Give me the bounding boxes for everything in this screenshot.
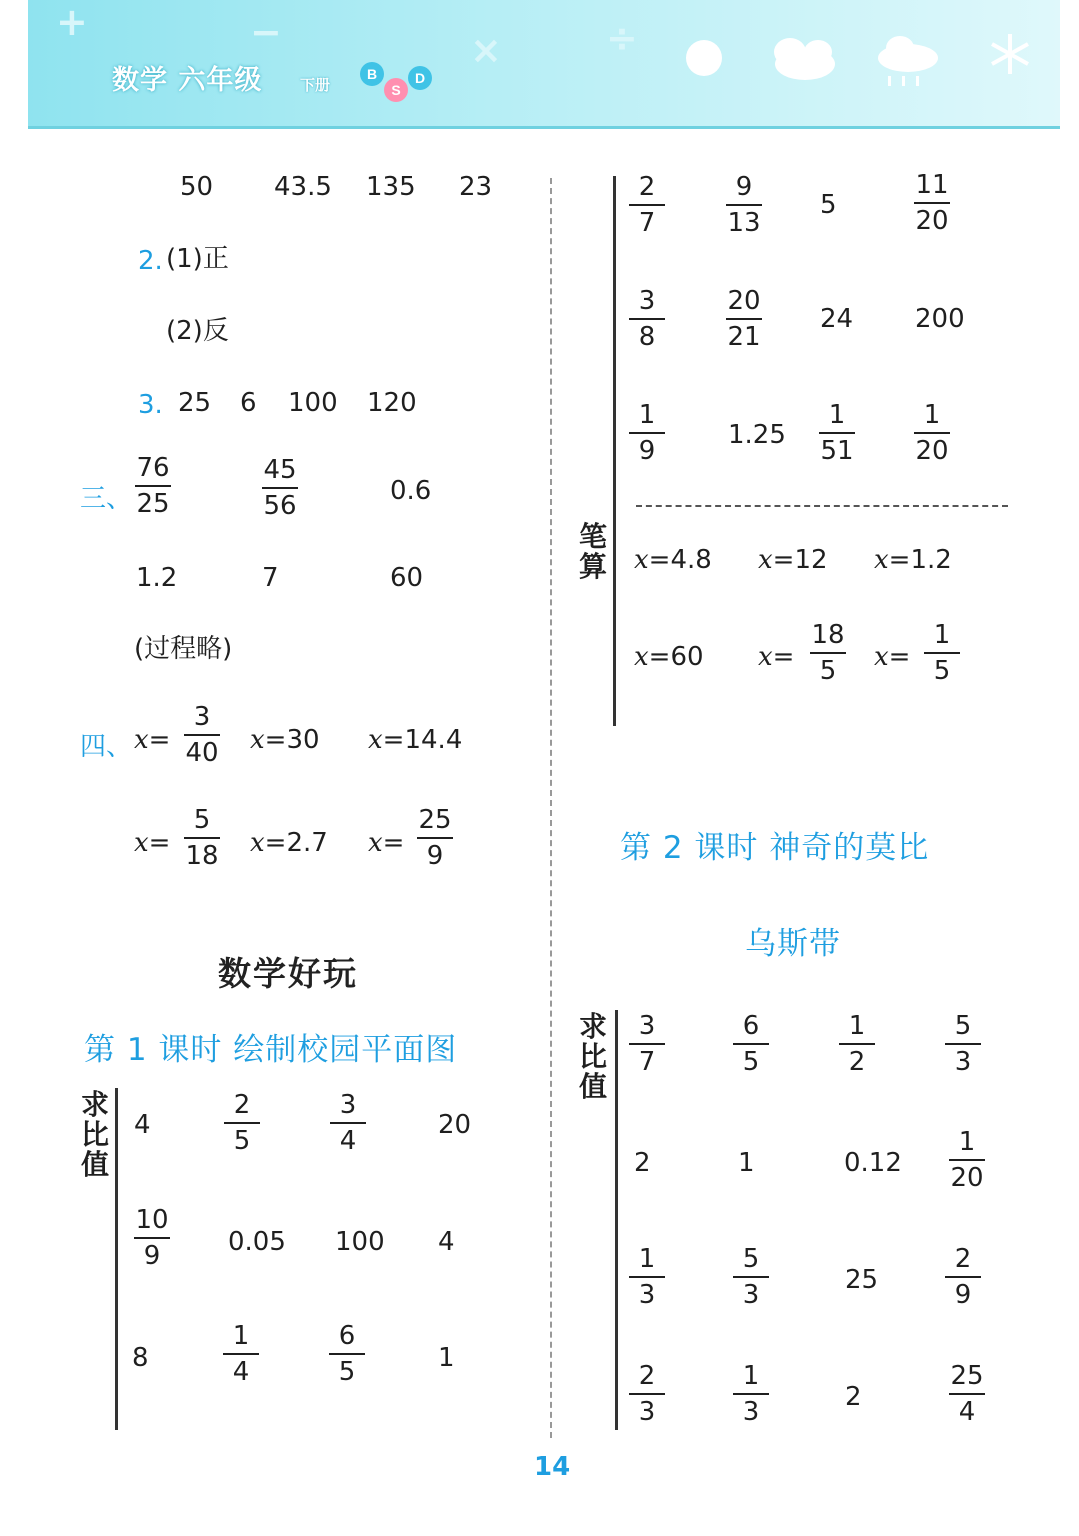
fraction: 5 3: [941, 1011, 985, 1077]
cloud-icon: [774, 38, 835, 80]
section-marker-4: 四、: [80, 732, 133, 762]
answer-value: 8: [132, 1343, 149, 1373]
answer-value: 2: [634, 1148, 651, 1178]
fraction: 9 13: [727, 172, 761, 238]
sun-icon: [686, 40, 722, 76]
fraction: 1 51: [820, 400, 854, 466]
answer-value: 100: [288, 388, 338, 418]
label-ratio: 求 比 值: [80, 1088, 109, 1181]
fraction: 2 7: [625, 172, 669, 238]
fraction: 1 2: [835, 1011, 879, 1077]
answer-value: 43.5: [274, 172, 332, 202]
answer-value: 5: [820, 190, 837, 220]
header-title: 数学 六年级: [112, 65, 263, 96]
equation-answer: x=60: [634, 642, 704, 672]
fraction: 3 4: [326, 1090, 370, 1156]
section-title: 数学好玩: [218, 954, 358, 993]
fraction: 3 8: [625, 286, 669, 352]
answer-value: 4: [134, 1110, 151, 1140]
answer-value: 135: [366, 172, 416, 202]
label-written-calc: 笔 算: [578, 520, 607, 583]
fraction: 20 21: [727, 286, 761, 352]
equation-answer: x=12: [758, 545, 828, 575]
weather-icons: [680, 30, 1040, 100]
grid-bracket-line: [615, 1010, 618, 1430]
header-subtitle: 下册: [300, 76, 331, 94]
fraction: 1 5: [920, 620, 964, 686]
fraction: 1 9: [625, 400, 669, 466]
question-number: 2.: [138, 246, 163, 276]
equation-lhs: x=: [134, 725, 171, 755]
answer-value: 1.2: [136, 563, 178, 593]
fraction: 6 5: [729, 1011, 773, 1077]
answer-value: 100: [335, 1227, 385, 1257]
fraction: 1 20: [950, 1127, 984, 1193]
equation-lhs: x=: [874, 642, 911, 672]
equation-lhs: x=: [368, 828, 405, 858]
answer-value: 120: [367, 388, 417, 418]
times-decoration-icon: ×: [470, 28, 502, 72]
answer-value: 2: [845, 1382, 862, 1412]
answer-value: 60: [390, 563, 424, 593]
snowflake-icon: [992, 34, 1028, 74]
fraction: 76 25: [136, 453, 170, 519]
lesson-title-continued: 乌斯带: [745, 926, 841, 962]
equation-answer: x=2.7: [250, 828, 328, 858]
fraction: 2 5: [220, 1090, 264, 1156]
grid-bracket-line: [115, 1088, 118, 1430]
fraction: 6 5: [325, 1321, 369, 1387]
fraction: 10 9: [135, 1205, 169, 1271]
fraction: 2 3: [625, 1361, 669, 1427]
fraction: 5 3: [729, 1244, 773, 1310]
question-number: 3.: [138, 390, 163, 420]
fraction: 1 3: [729, 1361, 773, 1427]
fraction: 2 9: [941, 1244, 985, 1310]
fraction: 25 9: [418, 805, 452, 871]
answer-value: 7: [262, 563, 279, 593]
plus-decoration-icon: +: [56, 0, 88, 44]
fraction: 18 5: [811, 620, 845, 686]
dashed-separator: [636, 505, 1008, 507]
answer-value: 0.6: [390, 476, 432, 506]
minus-decoration-icon: −: [250, 10, 282, 54]
answer-value: 200: [915, 304, 965, 334]
equation-answer: x=14.4: [368, 725, 463, 755]
equation-lhs: x=: [134, 828, 171, 858]
process-omitted-note: (过程略): [134, 634, 233, 664]
answer-value: 24: [820, 304, 854, 334]
fraction: 45 56: [263, 455, 297, 521]
answer-value: 1.25: [728, 420, 786, 450]
page-number: 14: [534, 1452, 571, 1482]
fraction: 1 4: [219, 1321, 263, 1387]
answer-text: (2)反: [166, 316, 229, 346]
lesson-title: 第 1 课时 绘制校园平面图: [84, 1032, 458, 1068]
equation-answer: x=1.2: [874, 545, 952, 575]
divide-decoration-icon: ÷: [606, 16, 638, 60]
fraction: 1 20: [915, 400, 949, 466]
equation-lhs: x=: [758, 642, 795, 672]
fraction: 11 20: [915, 170, 949, 236]
column-divider: [550, 178, 552, 1438]
answer-value: 23: [459, 172, 493, 202]
equation-answer: x=4.8: [634, 545, 712, 575]
answer-value: 25: [845, 1265, 879, 1295]
answer-value: 1: [438, 1343, 455, 1373]
fraction: 1 3: [625, 1244, 669, 1310]
grid-bracket-line: [613, 176, 616, 726]
fraction: 5 18: [185, 805, 219, 871]
fraction: 3 7: [625, 1011, 669, 1077]
label-ratio: 求 比 值: [578, 1010, 607, 1103]
answer-value: 0.12: [844, 1148, 902, 1178]
section-marker-3: 三、: [80, 484, 133, 514]
answer-value: 25: [178, 388, 212, 418]
fraction: 3 40: [185, 702, 219, 768]
badge-b: B: [360, 62, 384, 86]
answer-text: (1)正: [166, 244, 229, 274]
badge-s: S: [384, 78, 408, 102]
answer-value: 0.05: [228, 1227, 286, 1257]
answer-value: 50: [180, 172, 214, 202]
equation-answer: x=30: [250, 725, 320, 755]
answer-value: 4: [438, 1227, 455, 1257]
fraction: 25 4: [950, 1361, 984, 1427]
rain-cloud-icon: [878, 36, 938, 86]
lesson-title: 第 2 课时 神奇的莫比: [620, 830, 930, 866]
badge-d: D: [408, 66, 432, 90]
answer-value: 1: [738, 1148, 755, 1178]
answer-value: 20: [438, 1110, 472, 1140]
answer-value: 6: [240, 388, 257, 418]
